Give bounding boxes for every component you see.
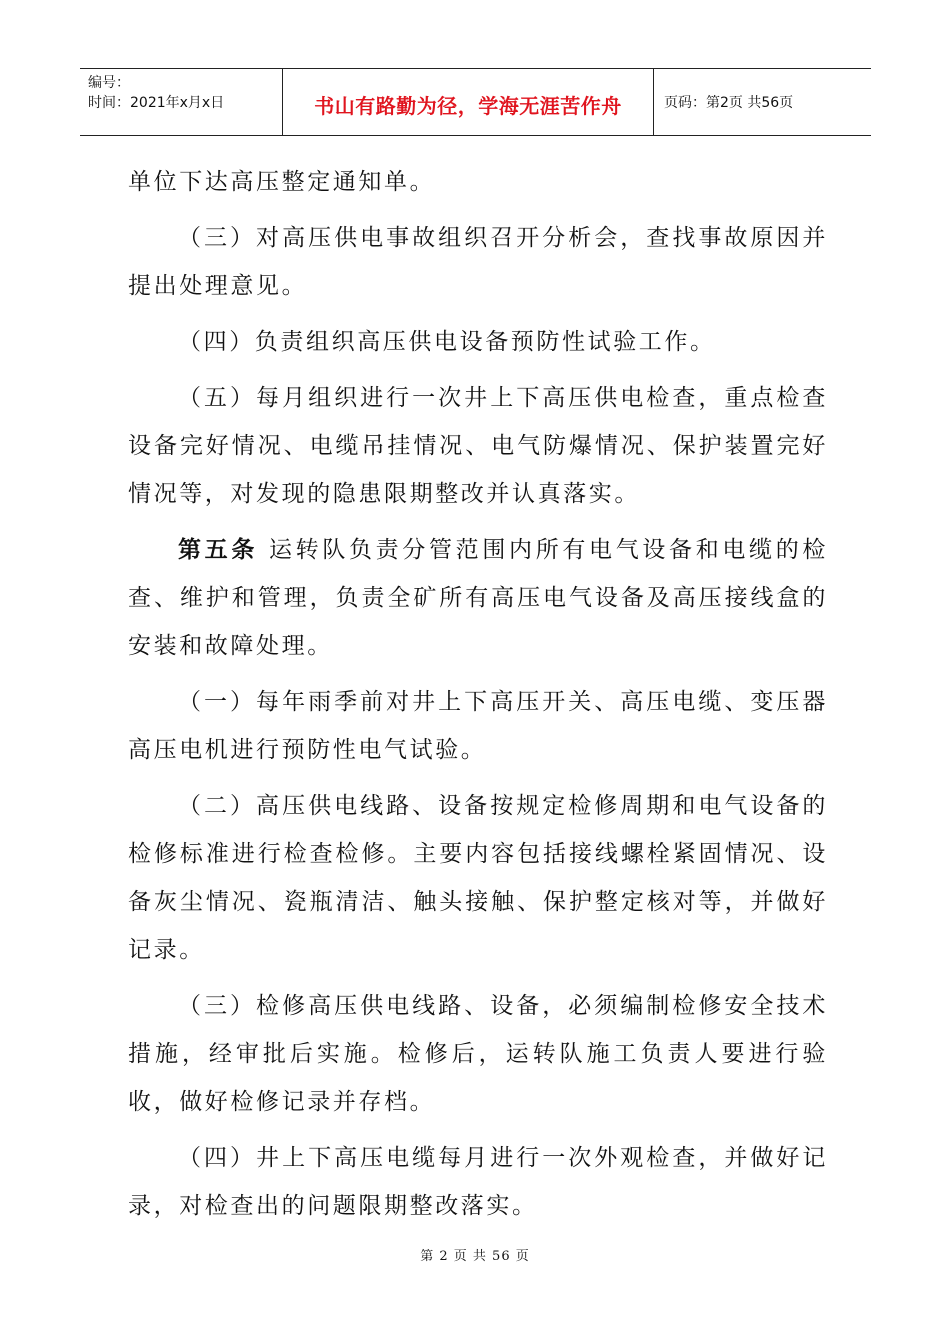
- article-text: 运转队负责分管范围内所有电气设备和电缆的检查、维护和管理，负责全矿所有高压电气设备及高压接线盒的安装和故障处理。: [128, 537, 828, 659]
- paragraph-1: 单位下达高压整定通知单。: [128, 169, 436, 195]
- header-page-info: 页码：第2页 共56页: [664, 95, 794, 111]
- paragraph-2: （三）对高压供电事故组织召开分析会，查找事故原因并提出处理意见。: [128, 225, 828, 299]
- paragraph-8: （三）检修高压供电线路、设备，必须编制检修安全技术措施，经审批后实施。检修后，运转队施工负责人要进行验收，做好检修记录并存档。: [128, 993, 828, 1115]
- header-motto: 书山有路勤为径，学海无涯苦作舟: [283, 69, 654, 135]
- paragraph-4: （五）每月组织进行一次井上下高压供电检查，重点检查设备完好情况、电缆吊挂情况、电气防爆情况、保护装置完好情况等，对发现的隐患限期整改并认真落实。: [128, 385, 828, 507]
- paragraph-6: （一）每年雨季前对井上下高压开关、高压电缆、变压器高压电机进行预防性电气试验。: [128, 689, 828, 763]
- page-footer: 第 2 页 共 56 页: [420, 1249, 530, 1264]
- serial-label: 编号：: [88, 75, 130, 91]
- article-heading: 第五条: [178, 537, 259, 563]
- page-header: [80, 68, 871, 136]
- paragraph-5: [128, 526, 828, 670]
- document-body: [128, 158, 828, 1230]
- paragraph-3: （四）负责组织高压供电设备预防性试验工作。: [178, 329, 716, 355]
- header-meta: [80, 69, 283, 135]
- paragraph-9: （四）井上下高压电缆每月进行一次外观检查，并做好记录，对检查出的问题限期整改落实。: [128, 1145, 828, 1219]
- time-label: 时间：2021年x月x日: [88, 95, 225, 111]
- paragraph-7: （二）高压供电线路、设备按规定检修周期和电气设备的检修标准进行检查检修。主要内容包括接线螺栓紧固情况、设备灰尘情况、瓷瓶清洁、触头接触、保护整定核对等，并做好记录。: [128, 793, 828, 963]
